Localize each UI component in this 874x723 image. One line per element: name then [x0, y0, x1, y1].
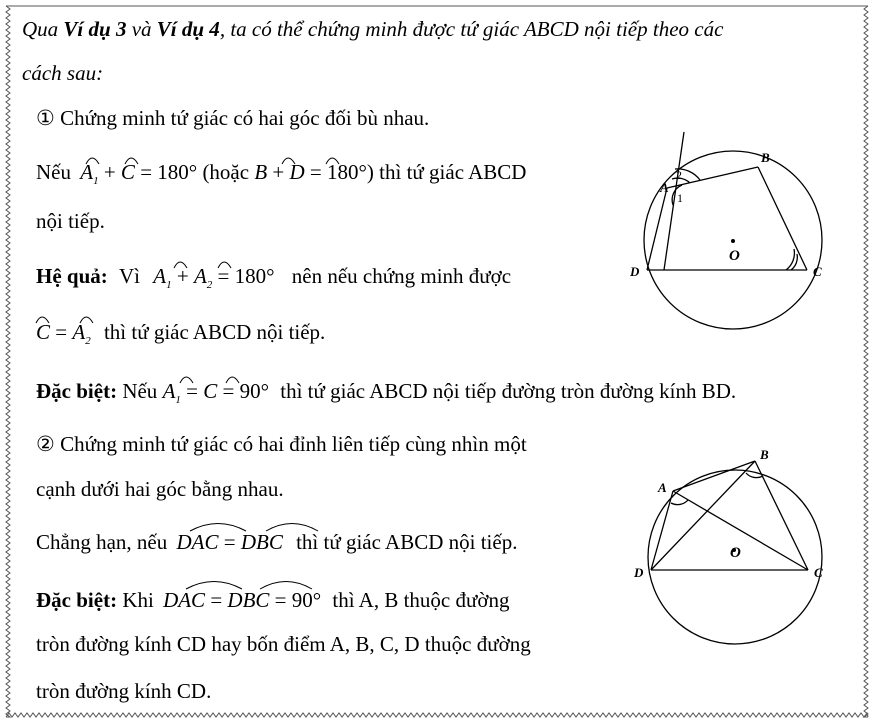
method2-title: ② Chứng minh tứ giác có hai đỉnh liên tiếp cùng nhìn một [36, 432, 527, 456]
fig2-label-D: D [634, 565, 644, 580]
fig1-label-D: D [630, 264, 640, 279]
fig1-label-O: O [729, 248, 740, 264]
special-case-2-line2: tròn đường kính CD hay bốn điểm A, B, C, D thuộc đường [36, 632, 531, 656]
method2-title-line2: cạnh dưới hai góc bằng nhau. [36, 477, 284, 501]
intro-line-2: cách sau: [22, 61, 104, 85]
fig2-label-B: B [760, 447, 769, 462]
fig1-label-B: B [761, 150, 770, 165]
fig2-label-A: A [658, 480, 667, 495]
fig1-angle-2: 2 [676, 168, 682, 182]
fig1-label-C: C [813, 264, 822, 279]
special-case-2-line3: tròn đường kính CD. [36, 679, 212, 703]
fig1-angle-1: 1 [677, 191, 683, 205]
intro-line-1: Qua Ví dụ 3 và Ví dụ 4, ta có thể chứng minh được tứ giác ABCD nội tiếp theo các [22, 17, 724, 41]
fig2-label-O: O [730, 545, 741, 561]
special-case-1: Đặc biệt: Nếu $A_1 = C = 90^\circ$ thì tứ giác ABCD nội tiếp đường tròn đường kính BD. [36, 379, 737, 407]
special-case-2: Đặc biệt: Khi DAC = DBC = 90° thì A, B thuộc đường [36, 588, 510, 612]
method1-condition: Nếu $A_1 + C = 180^\circ$ (hoặc B + D = 180°) thì tứ giác ABCD [36, 160, 527, 188]
figure-2-diagram [630, 440, 850, 665]
fig1-label-A: A [660, 180, 669, 195]
method2-example: Chẳng hạn, nếu DAC = DBC thì tứ giác ABCD nội tiếp. [36, 530, 518, 554]
method1-line2: nội tiếp. [36, 209, 105, 233]
corollary: Hệ quả: Vì $A_1 + A_2 = 180^\circ$ nên nếu chứng minh được [36, 264, 512, 292]
corollary-line2: $C = A_2$ thì tứ giác ABCD nội tiếp. [36, 320, 326, 348]
method1-title: ① Chứng minh tứ giác có hai góc đối bù nhau. [36, 106, 430, 130]
figure-1-diagram [630, 125, 850, 340]
fig2-label-C: C [814, 565, 823, 580]
